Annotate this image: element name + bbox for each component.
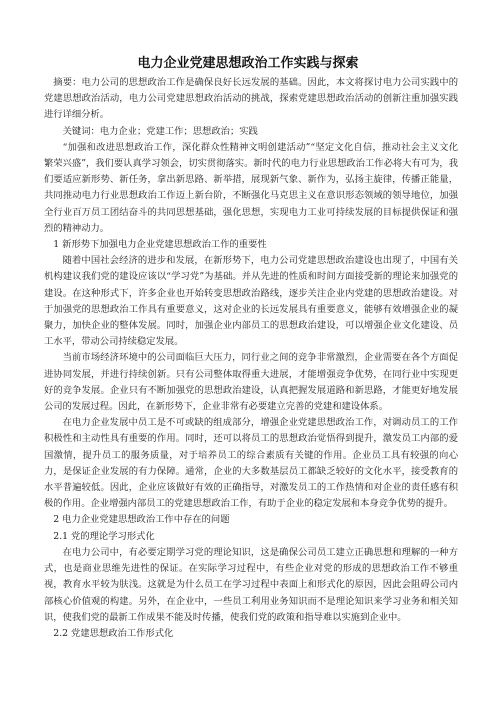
document-title: 电力企业党建思想政治工作实践与探索 — [137, 56, 359, 71]
body-paragraph: 在电力企业发展中员工是不可或缺的组成部分，增强企业党建思想政治工作，对调动员工的工作积极性和主动性具有重要的作用。同时，还可以将员工的思想政治觉悟得到提升，激发员工内部的爱国激情，提升员工的服务质量，对于培养员工的综合素质有关键的作用。企业员工具有较强的向心力，是保证企业发展的有力保障。通常，企业的大多数基层员工都缺乏较好的文化水平，接受教育的水平普遍较低。因此，企业应该做好有效的正确指导，对激发员工的工作热情和对企业的责任感有积极的作用。企业增强内部员工的党建思想政治工作，有助于企业的稳定发展和本身竞争优势的提升。 — [44, 417, 458, 510]
body-paragraph: 在电力公司中，有必要定期学习党的理论知识，这是确保公司员工建立正确思想和理解的一种方式，也是商业思维先进性的保证。在实际学习过程中，有些企业对党的形成的思想政治工作不够重视，教育水平较为肤浅。这就是为什么员工在学习过程中表面上和形式化的原因，因此会阻碍公司内部核心价值观的构建。另外，在企业中，一些员工利用业务知识而不是理论知识来学习业务和相关知识，使我们党的最新工作成果不能及时传播，使我们党的政策和指导难以实施到企业中。 — [44, 546, 458, 623]
body-paragraph: 随着中国社会经济的进步和发展，在新形势下，电力公司党建思想政治建设也出现了，中国有关机构建议我们党的建设应该以“学习党”为基础。并从先进的性质和时间方面接受新的理论来加强党的建设。在这种形式下，许多企业也开始转变思想政治路线，逐步关注企业内党建的思想政治建设。对于加强党的思想政治工作具有重要意义，这对企业的长远发展具有重要意义，能够有效增强企业的凝聚力，加快企业的整体发展。同时，加强企业内部员工的思想政治建设，可以增强企业文化建设、员工水平，带动公司持续稳定发展。 — [44, 255, 458, 348]
keywords-line: 关键词：电力企业；党建工作；思想政治；实践 — [62, 125, 258, 137]
document-body — [44, 75, 458, 642]
section-heading: 1 新形势下加强电力企业党建思想政治工作的重要性 — [53, 239, 267, 251]
body-paragraph: 当前市场经济环境中的公司面临巨大压力，同行业之间的竞争非常激烈，企业需要在各个方面促进协同发展，并进行持续创新。只有公司整体取得重大进展，才能增强竞争优势，在同行业中实现更好的竞争发展。企业只有不断加强党的思想政治建设，认真把握发展道路和新思路，才能更好地发展公司的发展过程。因此，在新形势下，企业非常有必要建立完善的党建和建设体系。 — [44, 352, 458, 413]
subsection-heading: 2.1 党的理论学习形式化 — [53, 530, 155, 542]
body-paragraph: “加强和改进思想政治工作，深化群众性精神文明创建活动”“坚定文化自信，推动社会主义文化繁荣兴盛”，我们要认真学习领会，切实贯彻落实。新时代的电力行业思想政治工作必将大有可为，我们要适应新形势、新任务，拿出新思路、新举措，展现新气象、新作为，弘扬主旋律，传播正能量，共同推动电力行业思想政治工作迈上新台阶，不断强化马克思主义在意识形态领域的领导地位，加强全行业百万员工团结奋斗的共同思想基础，强化思想，实现电力工业可持续发展的目标提供保证和强烈的精神动力。 — [44, 141, 458, 234]
section-heading: 2 电力企业党建思想政治工作中存在的问题 — [53, 514, 230, 526]
abstract-paragraph: 摘要：电力公司的思想政治工作是确保良好长远发展的基础。因此，本文将探讨电力公司实践中的党建思想政治活动，电力公司党建思想政治活动的挑战，探索党建思想政治活动的创新注重加强实践进行详细分析。 — [44, 77, 458, 121]
subsection-heading: 2.2 党建思想政治工作形式化 — [53, 627, 174, 639]
